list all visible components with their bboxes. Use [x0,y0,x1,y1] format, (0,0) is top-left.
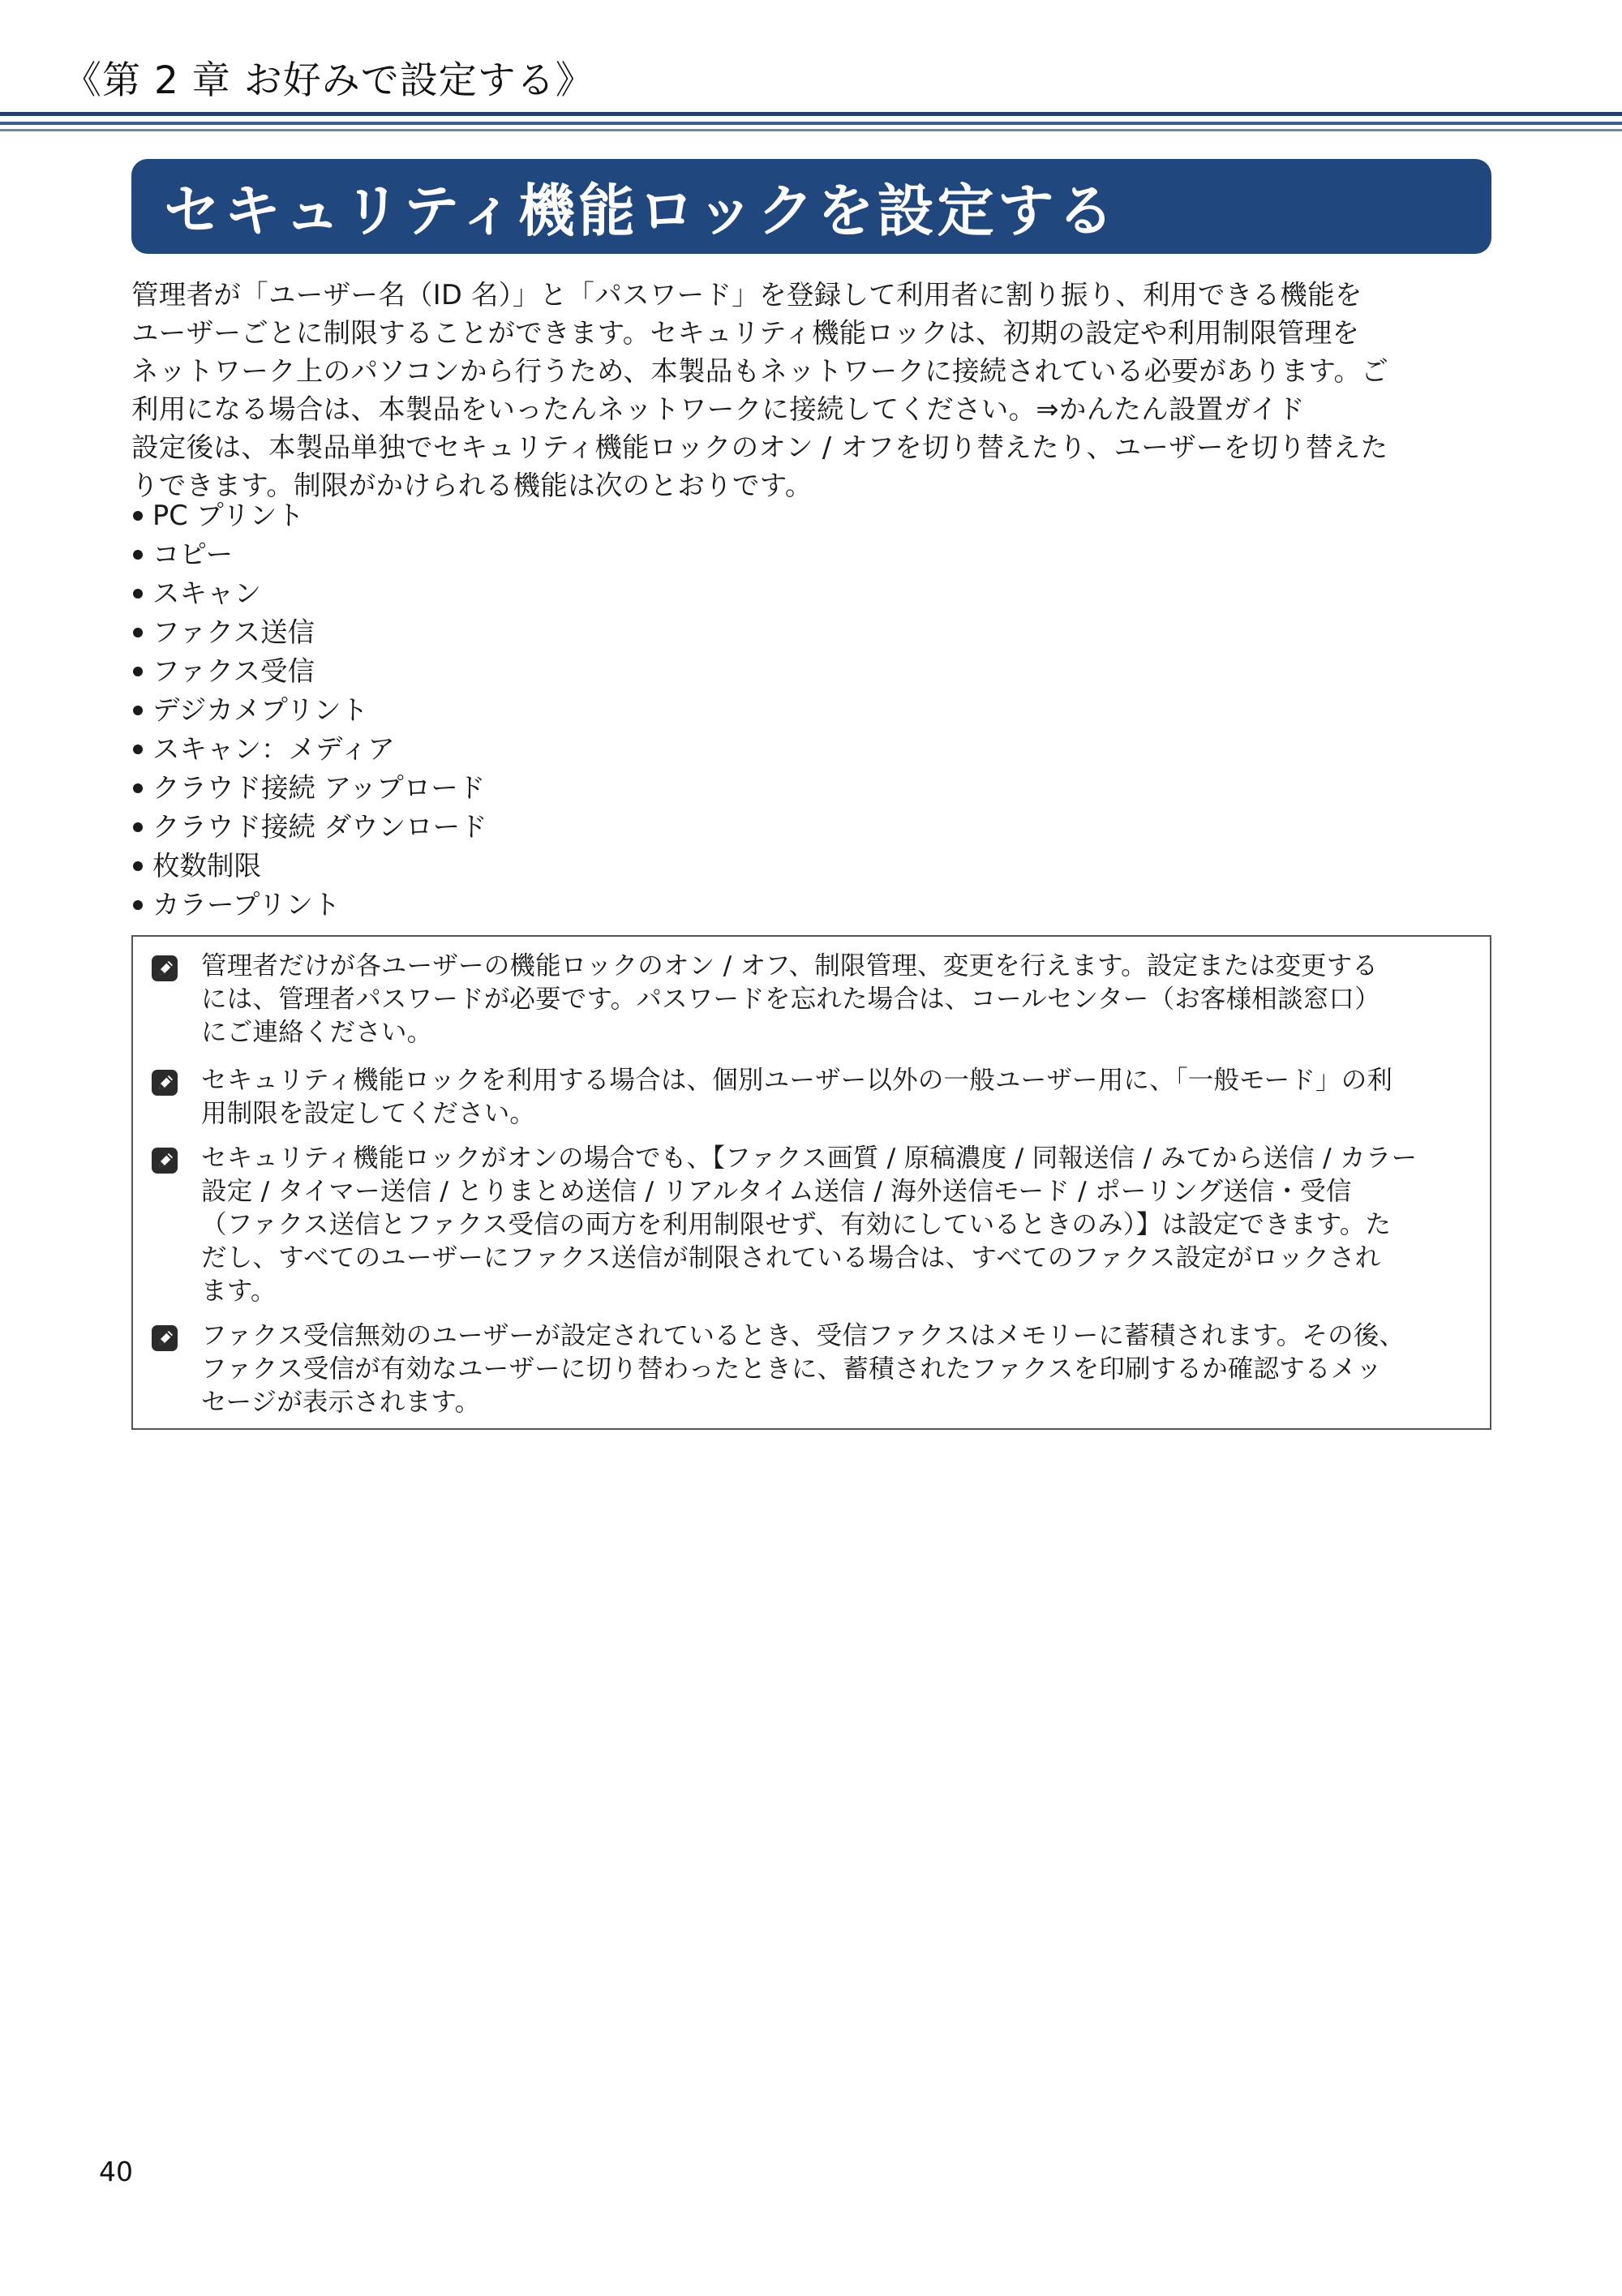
bullet-icon [133,667,143,676]
note-text [201,1142,1417,1308]
page-number: 40 [99,2156,133,2187]
intro-line: ユーザーごとに制限することができます。セキュリティ機能ロックは、初期の設定や利用制限管理を [131,317,1360,349]
intro-line: りできます。制限がかけられる機能は次のとおりです。 [131,470,813,501]
note-line: ファクス受信無効のユーザーが設定されているとき、受信ファクスはメモリーに蓄積されます。その後、 [201,1321,1405,1350]
bullet-icon [133,706,143,715]
note-line: 管理者だけが各ユーザーの機能ロックのオン / オフ、制限管理、変更を行えます。設定または変更する [201,951,1379,981]
intro-line: 利用になる場合は、本製品をいったんネットワークに接続してください。⇒かんたん設置ガイド [131,393,1305,425]
bullet-icon [133,628,143,637]
list-item-label: コピー [152,539,234,570]
header-rule [0,112,1622,116]
list-item-label: クラウド接続 アップロード [152,772,486,804]
note-line: にご連絡ください。 [201,1018,433,1047]
note [151,1142,1473,1308]
note [151,1320,1473,1419]
list-item [130,808,487,847]
list-item-label: ファクス受信 [152,655,315,687]
bullet-icon [133,900,143,910]
section-title-bar [131,159,1491,254]
note-line: ます。 [201,1277,277,1306]
list-item [130,496,487,535]
list-item-label: ファクス送信 [152,616,315,648]
list-item [130,886,487,925]
note-line: セキュリティ機能ロックがオンの場合でも、【ファクス画質 / 原稿濃度 / 同報送信 / みてから送信 / カラー [201,1144,1418,1173]
list-item [130,574,487,613]
note-line: 用制限を設定してください。 [201,1099,536,1128]
list-item-label: クラウド接続 ダウンロード [152,811,487,843]
list-item [130,769,487,808]
bullet-icon [133,783,143,793]
list-item [130,730,487,769]
intro-line: 設定後は、本製品単独でセキュリティ機能ロックのオン / オフを切り替えたり、ユーザーを切り替えた [131,431,1388,463]
bullet-icon [133,745,143,754]
note-text [201,1320,1405,1419]
note-line: セージが表示されます。 [201,1388,481,1417]
note-line: ファクス受信が有効なユーザーに切り替わったときに、蓄積されたファクスを印刷するか確認するメッ [201,1354,1382,1384]
intro-paragraph [131,276,1494,504]
note-line: （ファクス送信とファクス受信の両方を利用制限せず、有効にしているときのみ）】は設定できます。た [201,1210,1392,1239]
intro-line: ネットワーク上のパソコンから行うため、本製品もネットワークに接続されている必要があります。ご [131,355,1389,387]
list-item [130,691,487,730]
list-item-label: カラープリント [152,889,341,921]
list-item [130,652,487,691]
note-line: セキュリティ機能ロックを利用する場合は、個別ユーザー以外の一般ユーザー用に、「一般モード」の利 [201,1066,1393,1095]
list-item-label: スキャン：メディア [152,733,395,765]
bullet-icon [133,511,143,521]
list-item [130,613,487,652]
list-item-label: 枚数制限 [152,850,261,882]
note-pencil-icon [151,955,178,982]
note-pencil-icon [151,1324,178,1352]
chapter-heading: 《第 2 章 お好みで設定する》 [63,58,594,103]
bullet-icon [133,861,143,871]
list-item [130,535,487,574]
note-text [201,1064,1392,1131]
notes-box [131,935,1491,1430]
note [151,950,1473,1049]
list-item-label: PC プリント [152,500,304,531]
intro-line: 管理者が「ユーザー名（ID 名）」と「パスワード」を登録して利用者に割り振り、利用できる機能を [131,279,1362,311]
bullet-icon [133,550,143,560]
note-line: 設定 / タイマー送信 / とりまとめ送信 / リアルタイム送信 / 海外送信モード / ポーリング送信・受信 [201,1177,1352,1206]
note-pencil-icon [151,1069,178,1097]
section-title: セキュリティ機能ロックを設定する [164,178,1118,244]
note-pencil-icon [151,1147,178,1174]
list-item-label: デジカメプリント [152,694,368,726]
bullet-icon [133,589,143,599]
list-item [130,847,487,886]
bullet-icon [133,822,143,832]
note-line: だし、すべてのユーザーにファクス送信が制限されている場合は、すべてのファクス設定がロックされ [201,1243,1381,1272]
note [151,1064,1473,1131]
feature-list [130,496,487,925]
note-line: には、管理者パスワードが必要です。パスワードを忘れた場合は、コールセンター（お客様相談窓口） [201,985,1380,1014]
header-rule [0,129,1622,131]
header-rule [0,122,1622,125]
list-item-label: スキャン [152,577,261,609]
note-text [201,950,1380,1049]
